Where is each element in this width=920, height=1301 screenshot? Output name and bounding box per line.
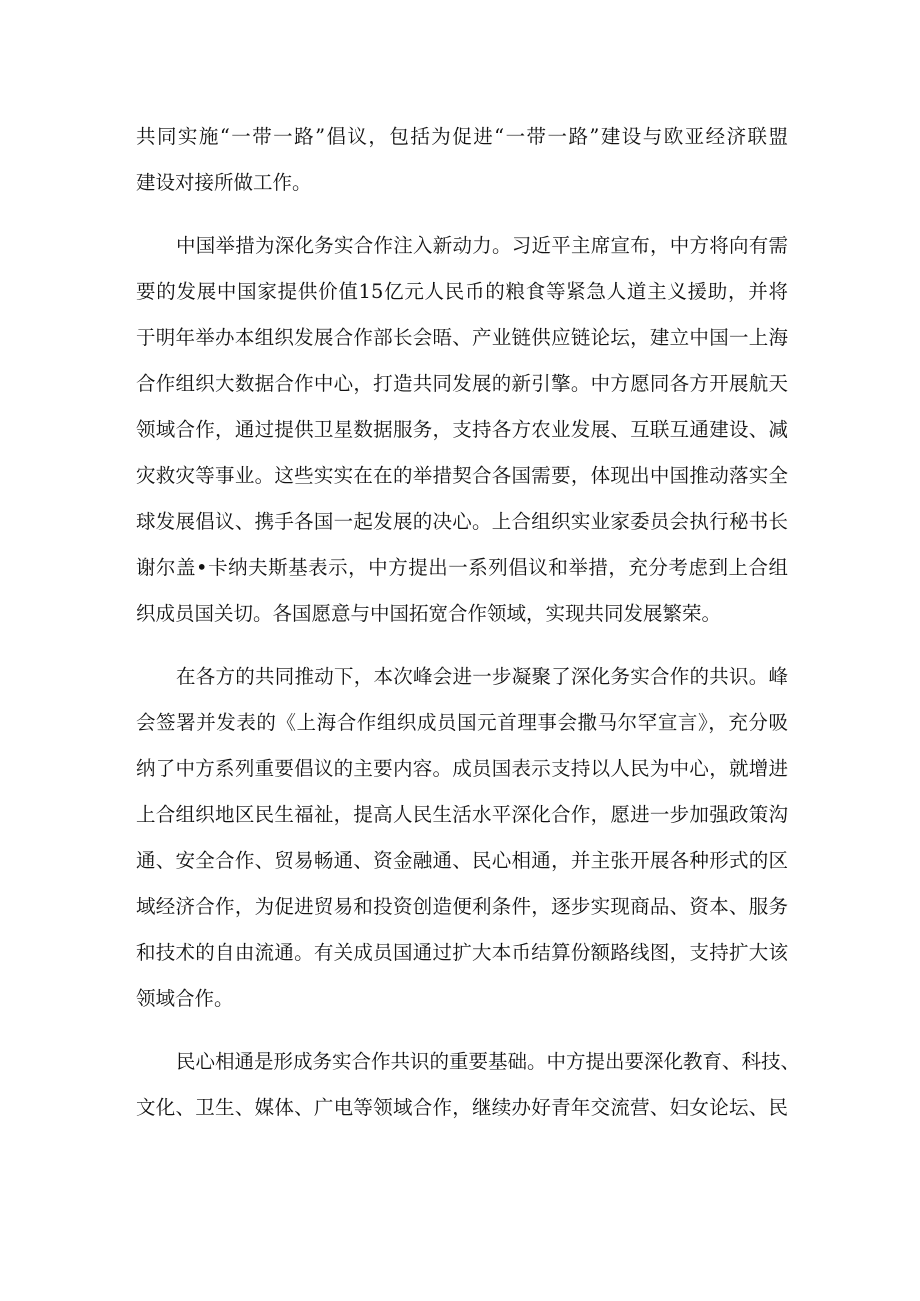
paragraph [136,654,788,1022]
text-line: 在各方的共同推动下，本次峰会进一步凝聚了深化务实合作的共识。峰 [176,665,788,688]
text-line: 民心相通是形成务实合作共识的重要基础。中方提出要深化教育、科技、 [176,1050,801,1073]
paragraph [136,1039,801,1131]
text-line: 会签署并发表的《上海合作组织成员国元首理事会撒马尔罕宣言》，充分吸 [136,711,788,734]
text-line: 建设对接所做工作。 [136,171,312,194]
text-line: 领域合作。 [136,987,234,1010]
paragraph [136,114,788,206]
text-line: 中国举措为深化务实合作注入新动力。习近平主席宣布，中方将向有需 [176,234,788,257]
text-line: 通、安全合作、贸易畅通、资金融通、民心相通，并主张开展各种形式的区 [136,849,788,872]
text-line: 和技术的自由流通。有关成员国通过扩大本币结算份额路线图，支持扩大该 [136,941,788,964]
text-line: 合作组织大数据合作中心，打造共同发展的新引擎。中方愿同各方开展航天 [136,372,788,395]
text-line: 织成员国关切。各国愿意与中国拓宽合作领域，实现共同发展繁荣。 [136,602,722,625]
text-line: 要的发展中国家提供价值15亿元人民币的粮食等紧急人道主义援助，并将 [136,280,788,303]
document-page [136,114,801,1148]
text-line: 纳了中方系列重要倡议的主要内容。成员国表示支持以人民为中心，就增进 [136,757,788,780]
text-line: 域经济合作，为促进贸易和投资创造便利条件，逐步实现商品、资本、服务 [136,895,788,918]
text-line: 上合组织地区民生福祉，提高人民生活水平深化合作，愿进一步加强政策沟 [136,803,788,826]
text-line: 领域合作，通过提供卫星数据服务，支持各方农业发展、互联互通建设、减 [136,418,788,441]
text-line: 于明年举办本组织发展合作部长会晤、产业链供应链论坛，建立中国一上海 [136,326,788,349]
text-line: 文化、卫生、媒体、广电等领域合作，继续办好青年交流营、妇女论坛、民 [136,1096,788,1119]
text-line: 谢尔盖•卡纳夫斯基表示，中方提出一系列倡议和举措，充分考虑到上合组 [136,556,788,579]
paragraph [136,223,788,637]
text-line: 灾救灾等事业。这些实实在在的举措契合各国需要，体现出中国推动落实全 [136,464,788,487]
text-line: 共同实施“一带一路”倡议，包括为促进“一带一路”建设与欧亚经济联盟 [136,125,788,148]
text-line: 球发展倡议、携手各国一起发展的决心。上合组织实业家委员会执行秘书长 [136,510,788,533]
